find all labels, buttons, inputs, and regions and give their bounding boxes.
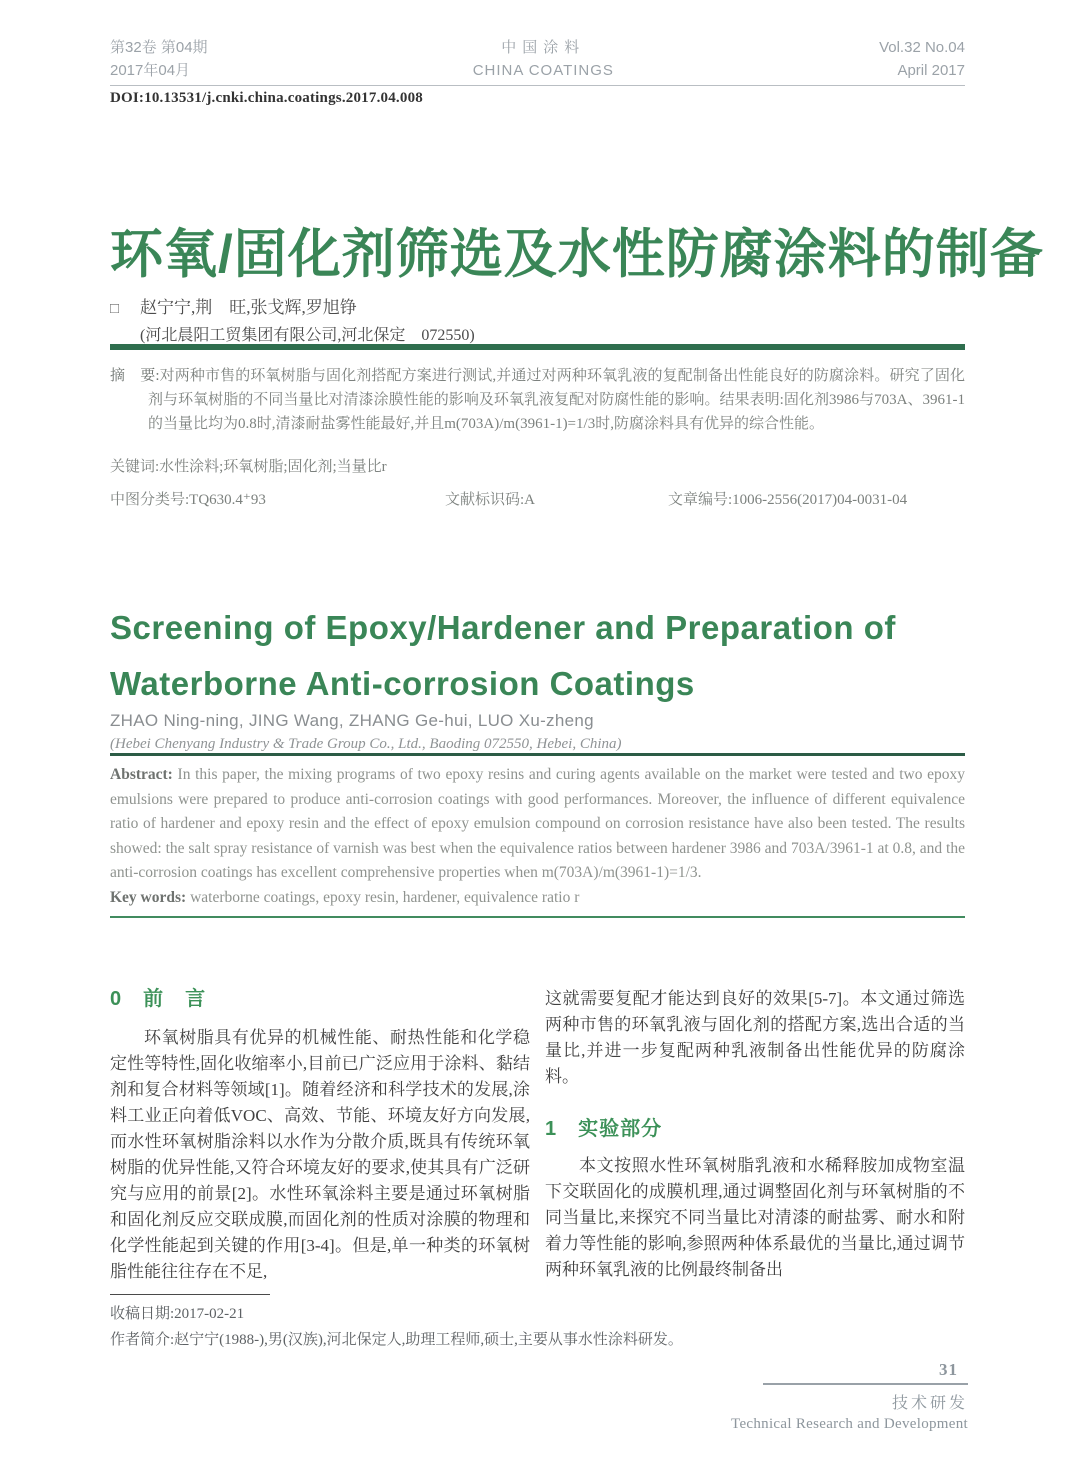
footnote-divider [110,1294,270,1295]
article-id: 文章编号:1006-2556(2017)04-0031-04 [668,492,908,508]
intro-paragraph: 环氧树脂具有优异的机械性能、耐热性能和化学稳定性等特性,固化收缩率小,目前已广泛应用于涂料、黏结剂和复合材料等领域[1]。随着经济和科学技术的发展,涂料工业正向着低VOC、高效、节能、环境友好方向发展,而水性环氧树脂涂料以水作为分散介质,既具有传统环氧树脂的优异性能,又符合环境友好的要求,使其具有广泛研究与应用的前景[2]。水性环氧涂料主要是通过环氧树脂和固化剂反应交联成膜,而固化剂的性质对涂膜的物理和化学性能起到关键的作用[3-4]。但是,单一种类的环氧树脂性能往往存在不足, [110,1028,530,1281]
article-title-en [110,600,965,712]
article-title-en-line1: Screening of Epoxy/Hardener and Preparation of [110,609,896,646]
footnote-block [110,1294,965,1353]
header-journal-block [473,36,614,82]
experiment-paragraph: 本文按照水性环氧树脂乳液和水稀释胺加成物室温下交联固化的成膜机理,通过调整固化剂与环氧树脂的不同当量比,来探究不同当量比对清漆的耐盐雾、耐水和附着力等性能的影响,参照两种体系最优的当量比,通过调节两种环氧乳液的比例最终制备出 [545,1156,965,1279]
section-heading-1: 1 实验部分 [545,1118,663,1140]
journal-name-cn: 中国涂料 [501,39,586,56]
keywords-en-text: waterborne coatings, epoxy resin, hardener, equivalence ratio r [190,888,580,906]
abstract-top-rule [110,753,965,756]
clc-number: 中图分类号:TQ630.4⁺93 [110,492,266,508]
abstract-en-block [110,763,965,910]
abstract-cn [110,364,965,436]
intro-paragraph-continued: 这就需要复配才能达到良好的效果[5-7]。本文通过筛选两种市售的环氧乳液与固化剂的搭配方案,选出合适的当量比,并进一步复配两种乳液制备出性能优异的防腐涂料。 [545,989,965,1086]
keywords-cn-label: 关键词: [110,459,160,475]
article-title-en-line2: Waterborne Anti-corrosion Coatings [110,665,695,702]
page-number: 31 [939,1360,958,1379]
classification-row [110,488,965,510]
section-heading-0: 0 前 言 [110,988,207,1010]
volume-issue-cn: 第32卷 第04期 [110,39,208,56]
keywords-cn [110,455,965,476]
header-vol-block [879,36,965,82]
header-divider [110,85,965,86]
abstract-en [110,763,965,886]
abstract-en-text: In this paper, the mixing programs of two epoxy resins and curing agents available on the market were tested and two epoxy emulsions were prepared to produce anti-corrosion coatings with good performances. Moreover, the influence of different equivalence ratio of hardener and epoxy resin and the effect of epoxy emulsion compound on corrosion resistance have also been tested. The results showed: the salt spray resistance of varnish was best when the equivalence ratios between hardener 3986 and 703A/3961-1 at 0.8, and the anti-corrosion coatings has excellent comprehensive properties when m(703A)/m(3961-1)=1/3. [110,766,966,881]
article-title-cn: 环氧/固化剂筛选及水性防腐涂料的制备 [110,225,1044,284]
journal-header [110,36,965,82]
column-name-en: Technical Research and Development [731,1416,968,1432]
abstract-cn-label: 摘 要: [110,368,160,384]
right-column [545,982,965,1285]
affiliation-en: (Hebei Chenyang Industry & Trade Group Co., Ltd., Baoding 072550, Hebei, China) [110,736,622,752]
volume-issue-en: Vol.32 No.04 [879,39,965,56]
authors-cn: 赵宁宁,荆 旺,张戈辉,罗旭铮 [140,298,357,317]
keywords-en-label: Key words: [110,888,187,906]
left-column [110,982,530,1285]
body-columns [110,982,965,1285]
column-name-cn: 技术研发 [891,1395,968,1412]
date-en: April 2017 [897,62,965,79]
journal-name-en: CHINA COATINGS [472,62,614,79]
keywords-en [110,886,965,911]
abstract-bottom-rule [110,916,965,918]
authors-cn-row [110,293,965,318]
page-number-rule [763,1360,968,1385]
title-separator-bar [110,344,965,350]
square-bullet-icon: □ [110,301,120,317]
header-issue-block [110,36,208,82]
abstract-cn-text: 对两种市售的环氧树脂与固化剂搭配方案进行测试,并通过对两种环氧乳液的复配制备出性能良好的防腐涂料。研究了固化剂与环氧树脂的不同当量比对清漆涂膜性能的影响及环氧乳液复配对防腐性能的影响。结果表明:固化剂3986与703A、3961-1的当量比均为0.8时,清漆耐盐雾性能最好,并且m(703A)/m(3961-1)=1/3时,防腐涂料具有优异的综合性能。 [148,368,965,432]
document-code: 文献标识码:A [445,492,536,508]
page-footer-corner [710,1360,968,1433]
authors-en: ZHAO Ning-ning, JING Wang, ZHANG Ge-hui, LUO Xu-zheng [110,711,594,730]
keywords-cn-text: 水性涂料;环氧树脂;固化剂;当量比r [159,459,387,475]
date-cn: 2017年04月 [110,62,191,79]
abstract-en-label: Abstract: [110,766,173,783]
doi-line: DOI:10.13531/j.cnki.china.coatings.2017.04.008 [110,90,423,106]
received-date: 收稿日期:2017-02-21 [110,1306,245,1322]
affiliation-cn: (河北晨阳工贸集团有限公司,河北保定 072550) [140,327,475,344]
author-bio: 作者简介:赵宁宁(1988-),男(汉族),河北保定人,助理工程师,硕士,主要从事水性涂料研发。 [110,1332,683,1348]
